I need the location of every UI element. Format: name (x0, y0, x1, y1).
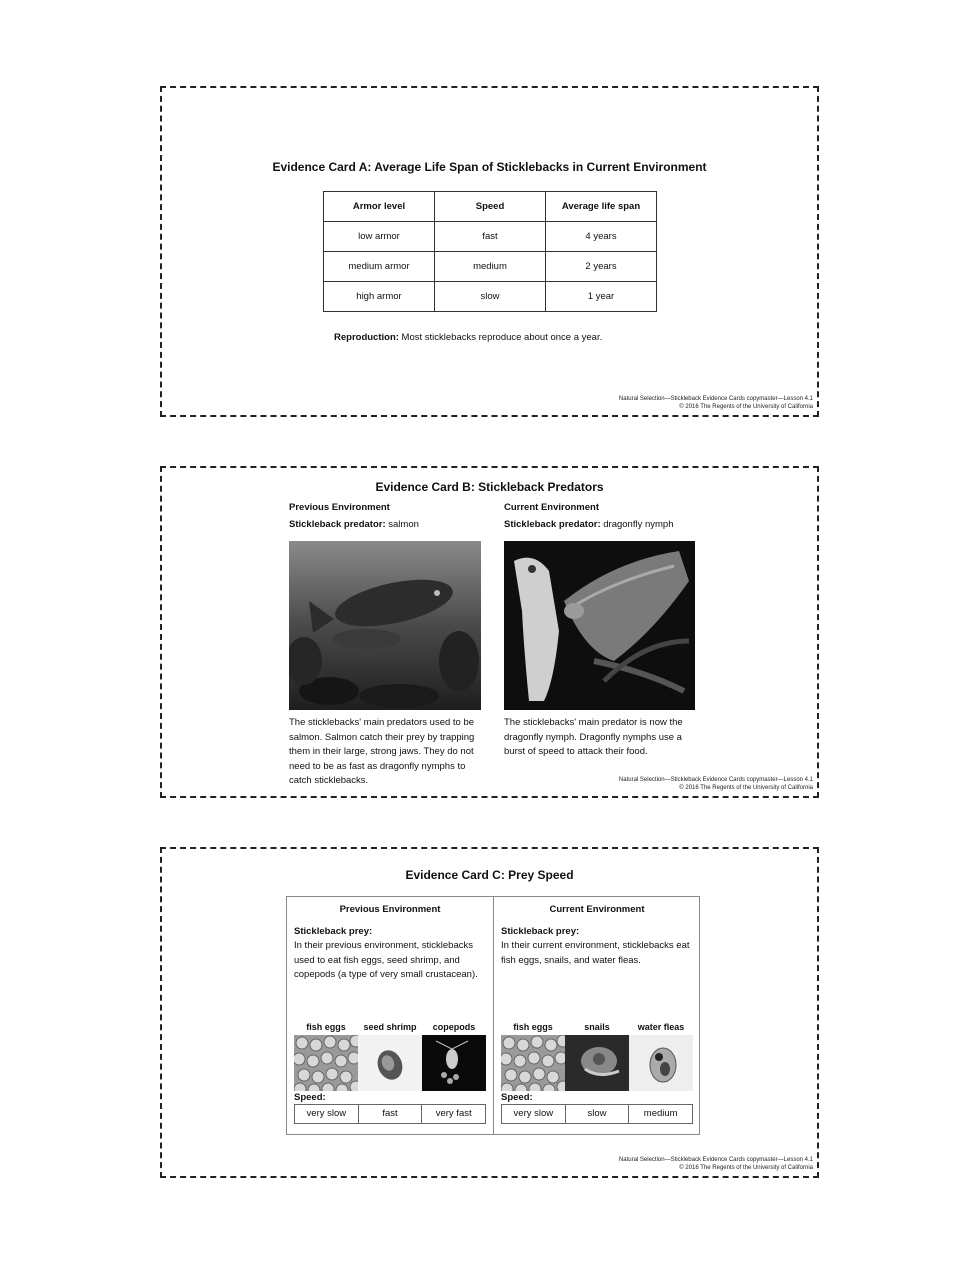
header-average-life-span: Average life span (546, 192, 657, 222)
predator-label: Stickleback predator: (289, 519, 386, 530)
previous-predator-description: The sticklebacks' main predators used to be salmon. Salmon catch their prey by trapping them in their large, strong jaws. They do not need to be as fast as dragonfly nymphs to catch sticklebacks. (289, 717, 475, 786)
current-environment-heading: Current Environment (549, 904, 645, 915)
previous-environment-heading: Previous Environment (289, 502, 390, 513)
prey-item (565, 1022, 629, 1091)
speed-value: very slow (513, 1108, 554, 1119)
credit-line-2: © 2016 The Regents of the University of California (679, 404, 813, 410)
fish-eggs-photo (501, 1035, 565, 1091)
current-predator-description: The sticklebacks' main predator is now the dragonfly nymph. Dragonfly nymphs use a burst of speed to attack their food. (504, 717, 683, 757)
fish-eggs-photo (294, 1035, 358, 1091)
speed-value: medium (628, 1105, 692, 1123)
copyright-credit (619, 395, 813, 411)
speed-label: Speed: (294, 1092, 326, 1103)
credit-line-1: Natural Selection—Stickleback Evidence Cards copymaster—Lesson 4.1 (618, 396, 813, 402)
table-header-row (324, 192, 657, 222)
table-cell: fast (435, 222, 546, 252)
salmon-photo (289, 541, 481, 710)
speed-value: very fast (421, 1105, 485, 1123)
prey-caption: snails (584, 1022, 610, 1032)
table-cell: low armor (324, 222, 435, 252)
prey-item (294, 1022, 358, 1091)
current-prey-description: In their current environment, sticklebacks eat fish eggs, snails, and water fleas. (501, 940, 690, 966)
current-environment-heading: Current Environment (504, 502, 600, 513)
predator-value: dragonfly nymph (600, 519, 674, 530)
table-row (324, 222, 657, 252)
seed-shrimp-photo (358, 1035, 422, 1091)
current-environment-column (493, 897, 700, 1134)
table-cell: slow (435, 282, 546, 312)
snails-photo (565, 1035, 629, 1091)
card-c-title: Evidence Card C: Prey Speed (405, 868, 574, 882)
prey-item (358, 1022, 422, 1091)
prey-caption: fish eggs (306, 1022, 346, 1032)
speed-value: fast (358, 1105, 422, 1123)
dragonfly-nymph-photo (504, 541, 695, 710)
prey-item (501, 1022, 565, 1091)
previous-predator (289, 519, 419, 530)
prey-comparison-box (286, 896, 700, 1135)
credit-line-1: Natural Selection—Stickleback Evidence Cards copymaster—Lesson 4.1 (618, 777, 813, 783)
prey-caption: fish eggs (513, 1022, 553, 1032)
header-speed: Speed (435, 192, 546, 222)
table-cell: 4 years (546, 222, 657, 252)
credit-line-1: Natural Selection—Stickleback Evidence Cards copymaster—Lesson 4.1 (618, 1157, 813, 1163)
speed-value: very slow (306, 1108, 347, 1119)
table-cell: 1 year (546, 282, 657, 312)
table-cell: 2 years (546, 252, 657, 282)
previous-environment-column (287, 897, 493, 1134)
header-armor-level: Armor level (324, 192, 435, 222)
table-cell: medium (435, 252, 546, 282)
table-row (324, 252, 657, 282)
evidence-card-a (160, 86, 819, 417)
table-row (324, 282, 657, 312)
predator-value: salmon (385, 519, 419, 530)
evidence-card-c (160, 847, 819, 1178)
credit-line-2: © 2016 The Regents of the University of California (679, 1165, 813, 1171)
card-b-title: Evidence Card B: Stickleback Predators (375, 480, 604, 494)
water-fleas-photo (629, 1035, 693, 1091)
prey-caption: copepods (432, 1022, 476, 1032)
prey-item (422, 1022, 486, 1091)
table-cell: medium armor (324, 252, 435, 282)
previous-prey-description: In their previous environment, sticklebacks used to eat fish eggs, seed shrimp, and copepods (a type of very small crustacean). (294, 940, 478, 980)
credit-line-2: © 2016 The Regents of the University of California (679, 785, 813, 791)
prey-caption: seed shrimp (363, 1022, 417, 1032)
copyright-credit (619, 1156, 813, 1172)
life-span-table (323, 191, 657, 312)
prey-label: Stickleback prey: (501, 926, 580, 937)
prey-caption: water fleas (637, 1022, 685, 1032)
prey-item (629, 1022, 693, 1091)
reproduction-label: Reproduction: (334, 332, 399, 343)
evidence-card-b (160, 466, 819, 798)
copyright-credit (619, 776, 813, 792)
reproduction-text: Most sticklebacks reproduce about once a year. (398, 332, 603, 343)
card-a-title: Evidence Card A: Average Life Span of Sticklebacks in Current Environment (272, 160, 707, 174)
speed-label: Speed: (501, 1092, 533, 1103)
prey-label: Stickleback prey: (294, 926, 373, 937)
table-cell: high armor (324, 282, 435, 312)
reproduction-note (334, 332, 602, 343)
current-predator (504, 519, 674, 530)
previous-speed-row (294, 1104, 486, 1124)
current-speed-row (501, 1104, 693, 1124)
speed-value: slow (565, 1105, 629, 1123)
copepods-photo (422, 1035, 486, 1091)
predator-label: Stickleback predator: (504, 519, 601, 530)
previous-environment-heading: Previous Environment (339, 904, 441, 915)
